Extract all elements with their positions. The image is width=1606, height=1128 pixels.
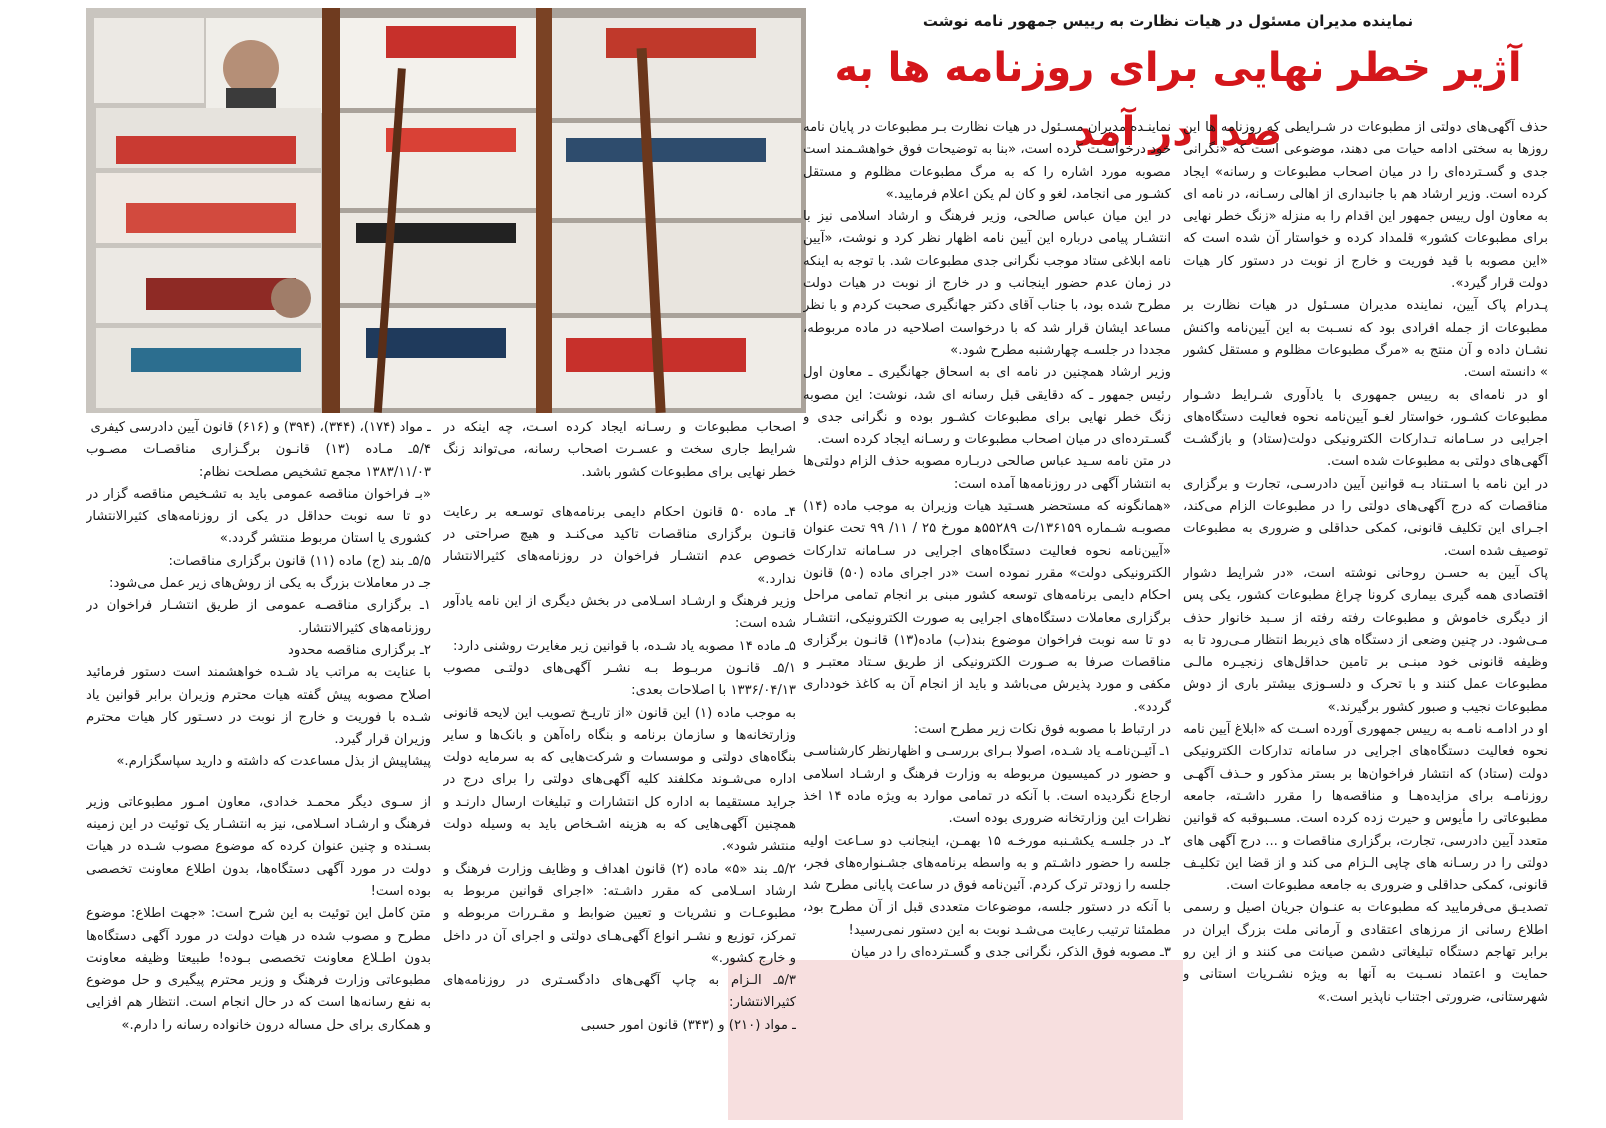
paragraph: پاک آیین به حسـن روحانی نوشته است، «در شرایط دشوار اقتصادی همه گیری بیماری کرونا چراغ مطبوعات کشور، یکی پس از دیگری خاموش و مطبوعات رفته رفته از سـبد خانوار حذف مـی‌شود. در چنین وضعی از دستگاه های ذیربط انتظار مـی‌رود تا به وظیفه قانونی خود مبنـی بر تامین حداقل‌های زنجیـره مالـی مطبوعات عمل کنند و با تحرک و دلسـوزی بیشتر باری از دوش مطبوعات نجیب و صبور کشور برگیرند.» [1183,565,1548,715]
paragraph: تصدیـق می‌فرمایید که مطبوعات به عنـوان جریان اصیل و رسمی اطلاع رسانی از مرزهای اعتقادی و آرمانی ملت بزرگ ایران در برابر تهاجم دستگاه تبلیغاتی دشمن صیانت می کنند و از این رو حمایت و اعتماد نسـبت به آنها به ویژه نشـریات استانی و شهرستانی، ضرورتی اجتناب ناپذیر است.» [1183,900,1548,1005]
paragraph: او در ادامـه نامـه به رییس جمهوری آورده اسـت که «ابلاغ آیین نامه نحوه فعالیت دستگاه‌های اجرایی در سامانه تدارکات الکترونیکی دولت (ستاد) که انتشار فراخوان‌ها بر بستر مذکور و حـذف آگهـی روزنامـه برای مزایده‌هـا و مناقصه‌ها را مقرر داشـته، جامعه مطبوعاتی را مأیوس و حیرت زده کرده است. مسـبوقبه که قوانین متعدد آیین دادرسی، تجارت، برگزاری مناقصات و ... درج آگهی های دولتی را در رسـانه های چاپی الـزام می کند و از قضا این تکلیـف قانونی، کمکی حداقلی و ضروری به جامعه مطبوعات است. [1183,722,1548,894]
paragraph: در ارتباط با مصوبه فوق نکات زیر مطرح است: [913,722,1171,738]
article-column-2 [803,117,1171,1117]
supertitle: نماینده مدیران مسئول در هیات نظارت به رییس جمهور نامه نوشت [922,12,1414,30]
paragraph: «همانگونه که مستحضر هسـتید هیات وزیران به موجب ماده (۱۴) مصوبـه شـماره ۱۳۶۱۵۹/ت ۵۵۲۸۹ه‍ مورخ ۲۵ / ۱۱/ ۹۹ تحت عنوان «آیین‌نامه نحوه فعالیت دستگاه‌های اجرایی در سـامانه تدارکات الکترونیکی دولت» مقرر نموده است «در اجرای ماده (۵۰) قانون احکام دایمی برنامه‌های توسعه کشور مبنی بر انجام تمامی مراحل برگزاری معاملات دستگاه‌های اجرایی به صورت الکترونیکی، انتشـار دو تا سه نوبت فراخوان موضوع بند(ب) ماده(۱۳) قانـون برگزاری مناقصات صرفا به صـورت الکترونیکی از طریق سـتاد معتبـر و مکفی و مورد پذیرش می‌باشد و باید از انجام آن به کاغذ خودداری گردد». [803,499,1171,715]
paragraph: وزیر فرهنگ و ارشـاد اسـلامی در بخش دیگری از این نامه یادآور شده است: [443,594,796,632]
paragraph: ۵/۳ـ الـزام به چاپ آگهی‌های دادگسـتری در روزنامه‌های کثیرالانتشار: [443,973,796,1011]
paragraph: جـ در معاملات بزرگ به یکی از روش‌های زیر عمل می‌شود: [109,576,431,592]
paragraph: ۵/۲ـ بند «۵» ماده (۲) قانون اهداف و وظایف وزارت فرهنگ و ارشاد اسـلامی که مقرر داشـته: «اجرای قوانین مربوط به مطبوعـات و نشریات و تعیین ضوابط و مقـررات مربوطه و تمرکز، توزیع و نشـر انواع آگهی‌هـای دولتی و اجرای آن در داخل و خارج کشور.» [443,861,796,966]
paragraph: ۵/۴ـ مـاده (۱۳) قانـون برگـزاری مناقصـات مصـوب ۱۳۸۳/۱۱/۰۳ مجمع تشخیص مصلحت نظام: [86,442,431,480]
paragraph: در متن نامه سـید عباس صالحی دربـاره مصوبه حذف الزام دولتی‌ها به انتشار آگهی در روزنامه‌ها آمده است: [803,454,1171,492]
paragraph: ۱ـ آئیـن‌نامـه یاد شـده، اصولا بـرای بررسـی و اظهارنظر کارشناسـی و حضور در کمیسیون مربوطه به وزارت فرهنگ و ارشـاد اسلامی ارجاع نگردیده است. با آنکه در تمامی موارد به ویژه ماده ۱۴ اخذ نظرات این وزارتخانه ضروری بوده است. [803,744,1171,827]
paragraph: ۱ـ برگزاری مناقصـه عمومی از طریق انتشـار فراخوان در روزنامه‌های کثیرالانتشار. [86,598,431,636]
paragraph: ۵/۵ـ بند (ج) ماده (۱۱) قانون برگزاری مناقصات: [168,553,431,569]
paragraph: متن کامل این توئیت به این شرح است: «جهت اطلاع: موضوع مطرح و مصوب شده در هیات دولت در مورد آگهی دستگاه‌ها بدون اطـلاع معاونت تخصصی بـوده! طبیعتا وظیفه معاونت مطبوعاتی وزارت فرهنگ و وزیر محترم پیگیری و حل موضوع به نفع رسانه‌ها است که در حال انجام است. انتظار هم افزایی و همکاری برای حل مساله درون خانواده رسانه را دارم.» [86,906,431,1033]
article-column-1 [1183,117,1548,1117]
paragraph: حذف آگهی‌های دولتی از مطبوعات در شـرایطی که روزنامه ها این روزها به سختی ادامه حیات می دهند، موضوعی است که «نگرانی جدی و گسـترده‌ای را در میان اصحاب مطبوعات و رسانه» ایجاد کرده است. وزیر ارشاد هم با جانبداری از اهالی رسـانه، در نامه ای به معاون اول رییس جمهور این اقدام را به منزله «زنگ خطر نهایی برای مطبوعات کشور» قلمداد کرده و خواستار آن شده است که «این مصوبه با قید فوریت و خارج از نوبت در دستور کار هیات دولت قرار گیرد». [1183,120,1548,292]
paragraph: ۳ـ مصوبه فوق الذکر، نگرانی جدی و گسـترده‌ای را در میان [851,944,1171,960]
paragraph [86,774,431,792]
paragraph: به موجب ماده (۱) این قانون «از تاریـخ تصویب این لایحه قانونی وزارتخانه‌ها و سازمان برنامه و بنگاه راه‌آهن و بانک‌ها و سایر بنگاه‌های دولتی و موسسات و شرکت‌هایی که به سرمایه دولت اداره می‌شـوند مکلفند کلیه آگهی‌های دولتی را برای درج در جراید مستقیما به اداره کل انتشارات و تبلیغات ارسال دارنـد و همچنین آگهی‌هایی که به هزینه اشـخاص باید به وسیله دولت منتشر شود». [443,705,796,855]
paragraph: ـ مواد (۲۱۰) و (۳۴۳) قانون امور حسبی [580,1017,796,1033]
paragraph [443,484,796,502]
paragraph: پـدرام پاک آیین، نماینده مدیران مسـئول در هیات نظارت بر مطبوعات از جمله افرادی بود که نسـبت به این آیین‌نامه واکنش نشـان داده و آن منتج به «مرگ مطبوعات مظلوم و مستقل کشور » دانسته است. [1183,298,1548,381]
article-column-3 [443,417,796,1117]
paragraph: پیشاپیش از بذل مساعدت که داشته و دارید سپاسگزارم.» [116,754,431,770]
paragraph: اصحاب مطبوعات و رسـانه ایجاد کرده اسـت، چه اینکه در شرایط جاری سخت و عسـرت اصحاب رسانه، می‌تواند زنگ خطر نهایی برای مطبوعات کشور باشد. [443,420,796,480]
paragraph: او در نامه‌ای به رییس جمهوری با یادآوری شـرایط دشـوار مطبوعات کشـور، خواستار لغـو آیین‌نامه نحوه فعالیت دستگاه‌های اجرایی در سـامانه تـدارکات الکترونیکی دولت(ستاد) و بازگشـت آگهی‌های دولتی به مطبوعات شده است. [1183,387,1548,470]
paragraph: ـ مواد (۱۷۴)، (۳۴۴)، (۳۹۴) و (۶۱۶) قانون آیین دادرسی کیفری [90,420,431,435]
article-column-4 [86,417,431,1117]
paragraph: در این میان عباس صالحی، وزیر فرهنگ و ارشاد اسلامی نیز با انتشـار پیامی درباره این آیین نامه اظهار نظر کرد و نوشت، «آیین نامه ابلاغی ستاد موجب نگرانی جدی مطبوعات شد. با توجه به اینکه در زمان عدم حضور اینجانب و در خارج از نوبت در هیات دولت مطرح شده بود، با جناب آقای دکتر جهانگیری صحبت کردم و با نظر مساعد ایشان قرار شد که با درخواست اصلاحیه در ماده مربوطه، مجددا در جلسـه چهارشنبه مطرح شود.» [803,209,1171,358]
paragraph: ۲ـ برگزاری مناقصه محدود [288,642,431,658]
paragraph: ۴ـ ماده ۵۰ قانون احکام دایمی برنامه‌های توسـعه بر رعایت قانـون برگزاری مناقصات تاکید می‌کنـد و هیچ صراحتی در خصوص عدم انتشـار فراخوان در روزنامه‌های کثیرالانتشار ندارد.» [443,504,796,587]
paragraph: ۵ـ ماده ۱۴ مصوبه یاد شـده، با قوانین زیر مغایرت روشنی دارد: [453,638,796,654]
newspapers-image [86,8,806,413]
paragraph: نماینـده مدیران مسـئول در هیات نظارت بـر مطبوعات در پایان نامه خود درخواسـت کرده است، «بنا به توضیحات فوق خواهشـمند است مصوبه مورد اشاره را که به مرگ مطبوعات مظلوم و مستقل کشـور می انجامد، لغو و کان لم یکن اعلام فرمایید.» [803,120,1171,202]
paragraph: با عنایت به مراتب یاد شـده خواهشمند است دستور فرمائید اصلاح مصوبه پیش گفته هیات محترم وزیران برابر قوانین یاد شـده با فوریت و خارج از نوبت در دسـتور کار هیات محترم وزیران قرار گیرد. [86,665,431,748]
paragraph: ۵/۱ـ قانـون مربـوط بـه نشـر آگهی‌های دولتـی مصوب ۱۳۳۶/۰۴/۱۳ با اصلاحات بعدی: [443,660,796,699]
paragraph: از سـوی دیگر محمـد خدادی، معاون امـور مطبوعاتی وزیر فرهنگ و ارشـاد اسـلامی، نیز به انتشـار یک توئیت در این زمینه بسـنده و چنین عنوان کرده که موضوع مصوب شـده در هیات دولت در مورد آگهی دستگاه‌ها، بدون اطلاع معاونت تخصصی بوده است! [86,794,431,899]
paragraph: وزیر ارشاد همچنین در نامه ای به اسحاق جهانگیری ـ معاون اول رئیس جمهور ـ که دقایقی قبل رسانه ای شد، نوشت: این مصوبه زنگ خطر نهایی برای مطبوعات کشـور بوده و نگرانی جدی و گسـترده‌ای در میان اصحاب مطبوعات و رسـانه ایجاد کرده است. [803,365,1171,448]
newsstand-photo [86,8,806,413]
paragraph: ۲ـ در جلسـه یکشـنبه مورخـه ۱۵ بهمـن، اینجانب دو سـاعت اولیه جلسه را حضور داشـتم و به واسطه برنامه‌های جشـنواره‌های فجر، جلسه را زودتر ترک کردم. آئین‌نامه فوق در ساعت پایانی مطرح شد با آنکه در دستور جلسه، موضوعات متعددی قبل از آن مطرح بود، مطمئنا ترتیب رعایت می‌شـد نوبت به این دستور نمی‌رسید! [803,833,1171,938]
paragraph: «بـ فراخوان مناقصه عمومی باید به تشـخیص مناقصه گزار در دو تا سه نوبت حداقل در یکی از روزنامه‌های کثیرالانتشار کشوری یا استان مربوط منتشر گردد.» [86,486,431,547]
headline: آژیر خطر نهایی برای روزنامه ها به صدا در آمد [834,45,1522,155]
paragraph: در این نامه با اسـتناد بـه قوانین آیین دادرسـی، تجارت و برگزاری مناقصات که درج آگهی‌های دولتی را در مطبوعات الزام می‌کند، اجـرای این تکلیف قانونی، کمکی حداقلی و ضروری به مطبوعات توصیف شده است. [1183,476,1548,559]
